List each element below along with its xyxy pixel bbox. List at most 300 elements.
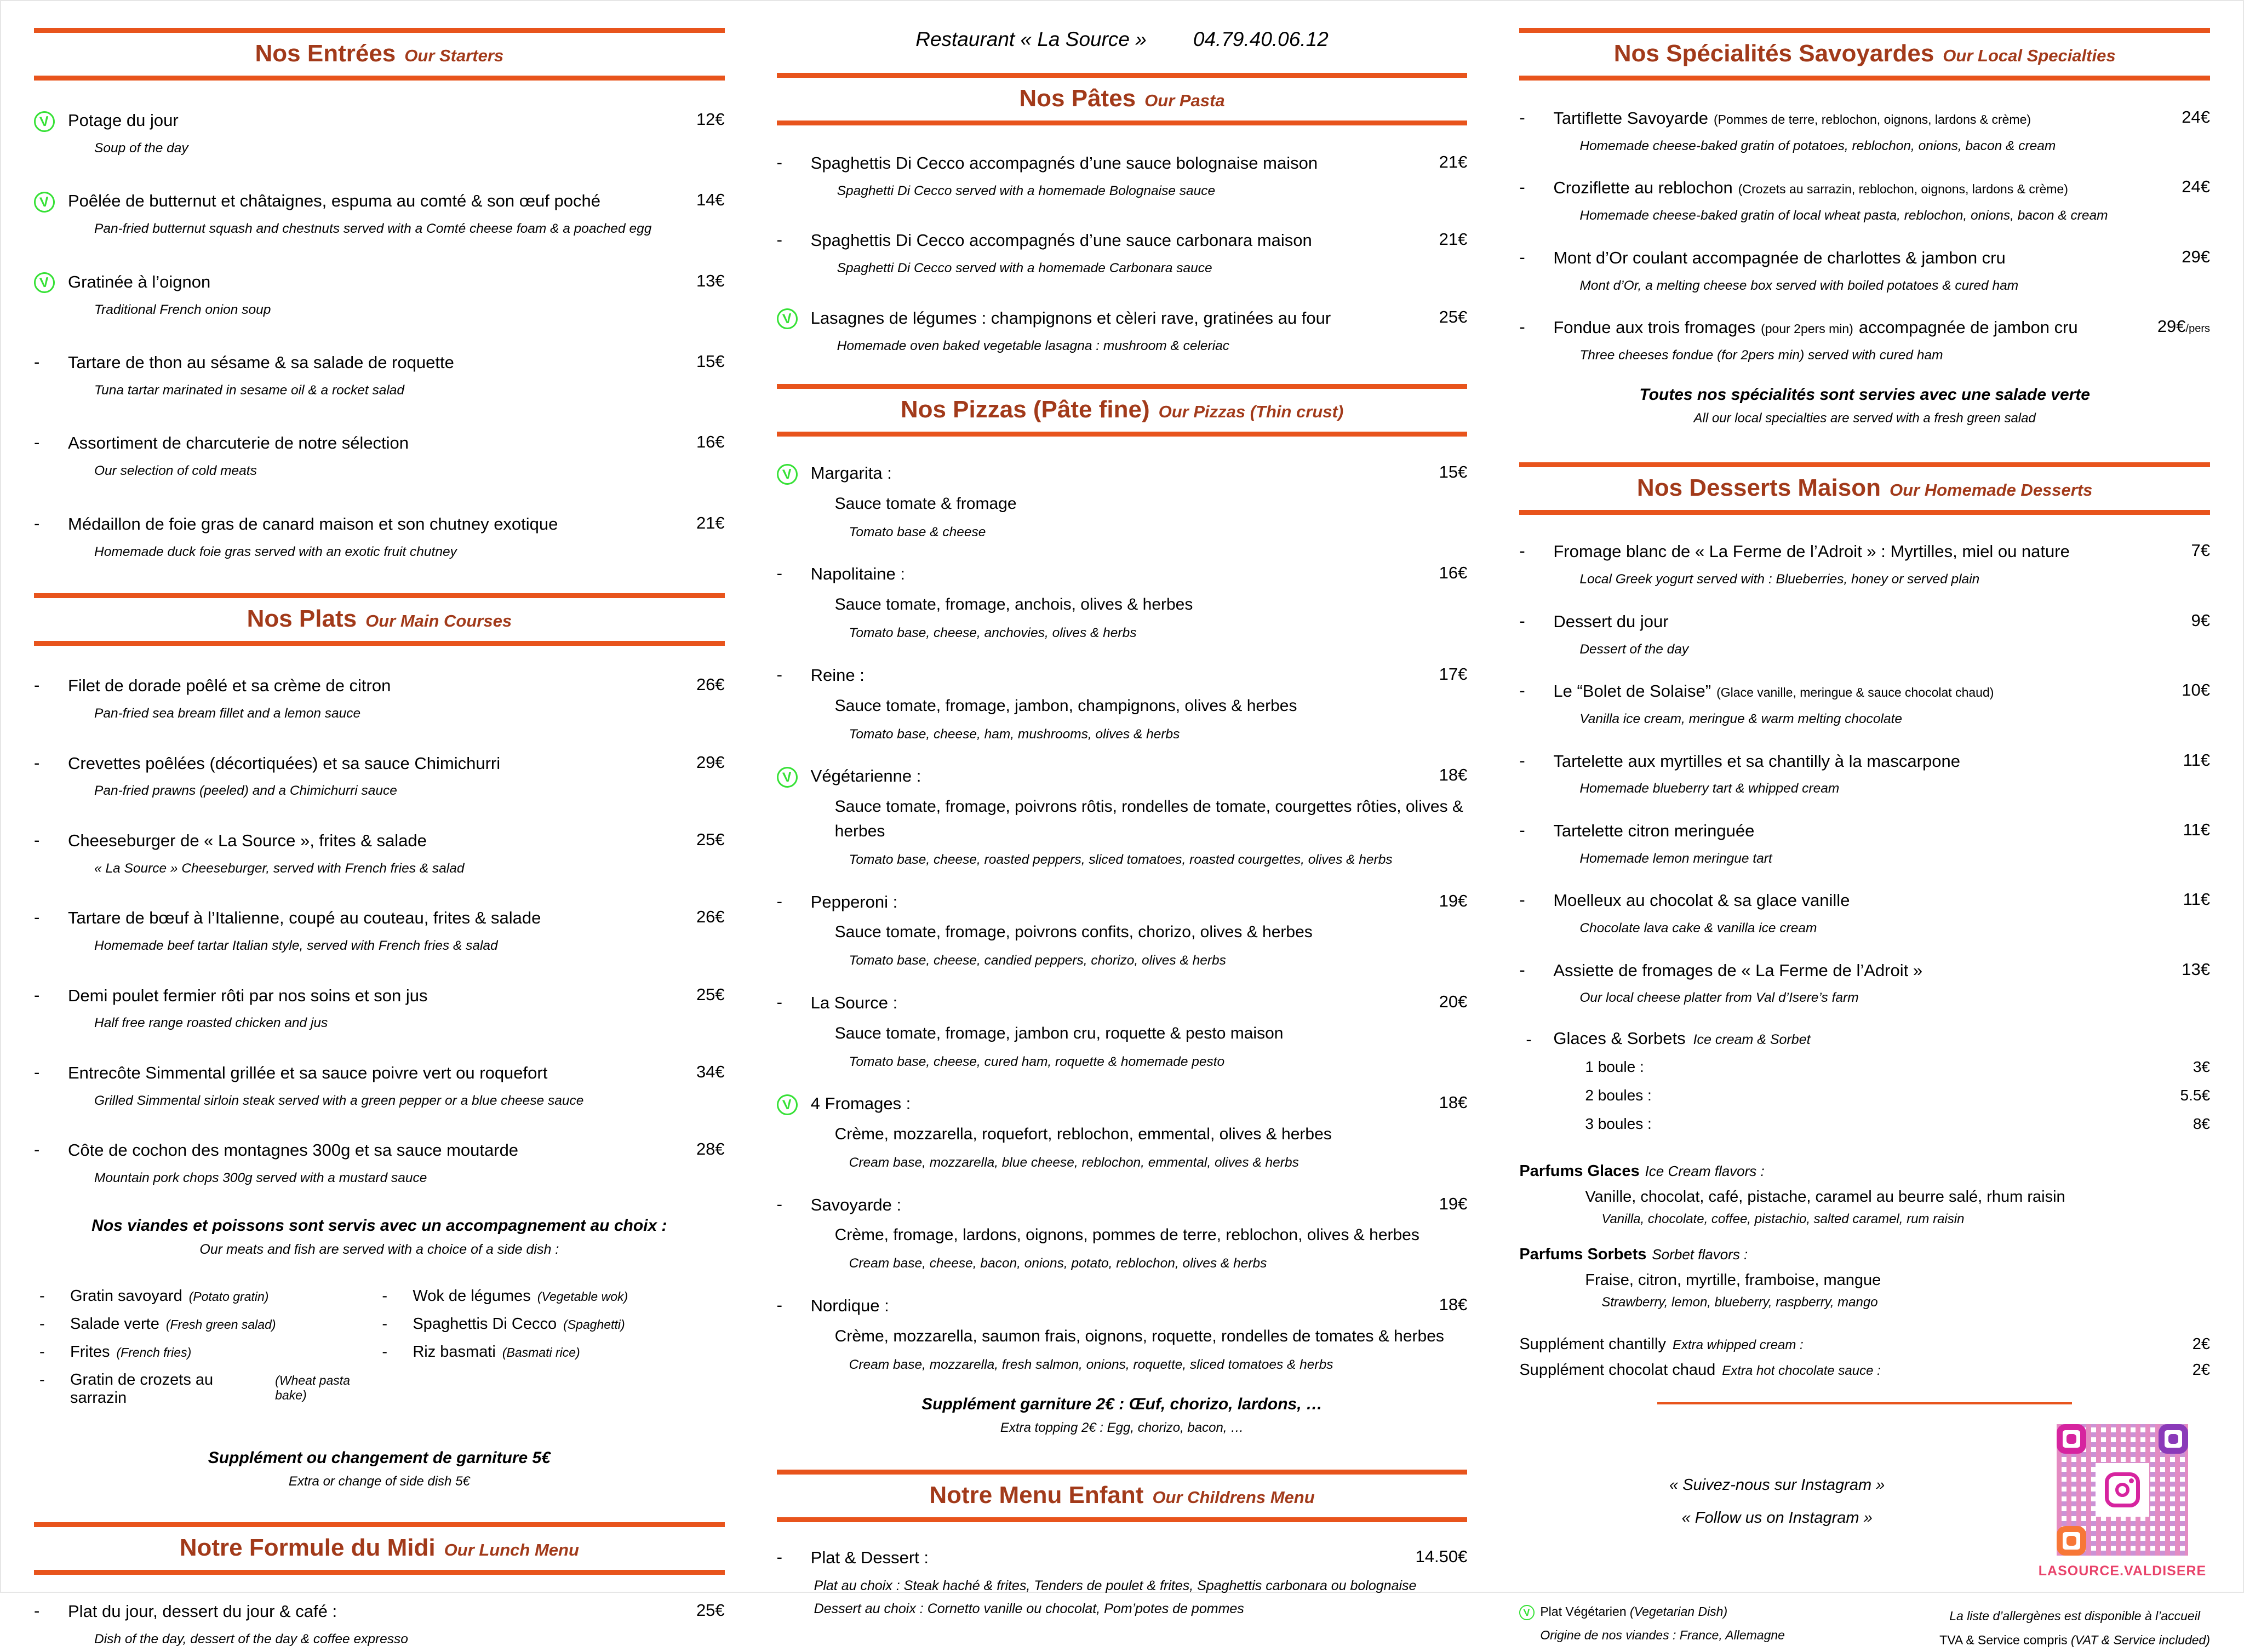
menu-item — [34, 829, 725, 878]
main-courses-header — [34, 593, 725, 646]
pizzas-header — [777, 384, 1468, 437]
item-marker — [777, 307, 811, 355]
starters-title-fr: Nos Entrées — [255, 40, 396, 67]
flavors-sorbets-title-fr: Parfums Sorbets — [1519, 1245, 1647, 1263]
menu-item — [777, 1092, 1468, 1172]
side-dishes-right — [382, 1287, 724, 1417]
item-price: 26€ — [696, 907, 725, 927]
menu-item — [777, 891, 1468, 971]
topping-note-fr: Supplément garniture 2€ : Œuf, chorizo, lardons, … — [921, 1395, 1323, 1414]
item-name: Tartare de thon au sésame & sa salade de roquette — [68, 353, 454, 372]
item-name: Assortiment de charcuterie de notre sélection — [68, 433, 409, 453]
menu-item — [777, 664, 1468, 744]
scoop-price-row — [1585, 1058, 2210, 1076]
menu-item — [777, 991, 1468, 1071]
instagram-text-en: « Follow us on Instagram » — [1681, 1509, 1873, 1527]
allergen-vat-note — [1939, 1604, 2210, 1652]
qr-finder-icon — [2057, 1526, 2086, 1556]
item-name: Lasagnes de légumes : champignons et cèleri rave, gratinées au four — [810, 308, 1331, 328]
item-price: 15€ — [696, 352, 725, 371]
menu-item — [1519, 750, 2210, 799]
kids-menu-title-fr: Notre Menu Enfant — [929, 1482, 1144, 1509]
pasta-title-fr: Nos Pâtes — [1019, 85, 1136, 112]
instagram-qr-code — [2057, 1424, 2188, 1556]
specialties-note-fr: Toutes nos spécialités sont servies avec une salade verte — [1639, 386, 2090, 404]
dash-marker: - — [39, 1315, 45, 1333]
menu-item — [34, 1600, 725, 1649]
sides-note-en: Our meats and fish are served with a choice of a side dish : — [199, 1241, 559, 1257]
item-name: Tartelette citron meringuée — [1553, 821, 1755, 840]
sorbet-flavors — [1519, 1246, 2210, 1310]
flavors-glaces-en: Vanilla, chocolate, coffee, pistachio, salted caramel, rum raisin — [1601, 1211, 1965, 1226]
instagram-qr-block — [2035, 1424, 2210, 1579]
divider-bar — [34, 641, 725, 646]
side-dish-note: (Basmati rice) — [502, 1345, 580, 1360]
item-price: 7€ — [2191, 541, 2211, 560]
item-marker: - — [34, 1601, 40, 1620]
item-name: Entrecôte Simmental grillée et sa sauce poivre vert ou roquefort — [68, 1063, 548, 1082]
menu-item — [34, 271, 725, 319]
pasta-title-en: Our Pasta — [1144, 91, 1225, 110]
sides-supplement-en: Extra or change of side dish 5€ — [288, 1473, 470, 1489]
item-name: Demi poulet fermier rôti par nos soins et son jus — [68, 985, 428, 1005]
kids-menu-header — [777, 1470, 1468, 1522]
menu-item — [777, 152, 1468, 200]
starters-header — [34, 28, 725, 81]
menu-item — [1519, 610, 2210, 659]
vegetarian-icon: V — [1519, 1604, 1536, 1621]
section-pizzas — [777, 384, 1468, 1436]
item-price: 21€ — [696, 513, 725, 532]
supplement-en: Extra hot chocolate sauce : — [1722, 1363, 1881, 1378]
item-price: 25€ — [696, 1600, 725, 1620]
supplement-fr: Supplément chantilly — [1519, 1335, 1666, 1353]
item-price: 16€ — [696, 432, 725, 452]
item-price: 17€ — [1439, 664, 1468, 684]
supplement-en: Extra whipped cream : — [1672, 1337, 1804, 1352]
footer-legends — [1519, 1604, 2210, 1652]
item-name: Spaghettis Di Cecco accompagnés d’une sauce bolognaise maison — [810, 153, 1318, 173]
item-price: 12€ — [696, 110, 725, 129]
item-marker: - — [34, 908, 40, 927]
pizza-topping-note — [777, 1395, 1468, 1436]
item-description-en: Pan-fried sea bream fillet and a lemon sauce — [94, 706, 361, 721]
item-marker: - — [1519, 611, 1525, 630]
item-name: Spaghettis Di Cecco accompagnés d’une sauce carbonara maison — [810, 231, 1312, 250]
item-marker: - — [1519, 750, 1525, 770]
item-marker: - — [34, 675, 40, 695]
right-column — [1519, 26, 2211, 1647]
item-name: Poêlée de butternut et châtaignes, espuma au comté & son œuf poché — [68, 191, 600, 211]
menu-item — [34, 752, 725, 801]
side-dish-name: Salade verte — [70, 1315, 159, 1333]
menu-item — [34, 984, 725, 1033]
dash-marker: - — [39, 1343, 45, 1361]
menu-item — [34, 513, 725, 561]
menu-item — [34, 190, 725, 238]
item-marker: - — [1519, 317, 1525, 337]
dash-marker: - — [382, 1287, 388, 1305]
vegetarian-icon: V — [33, 191, 56, 214]
dash-marker: - — [1526, 1029, 1532, 1049]
item-description-en: « La Source » Cheeseburger, served with French fries & salad — [94, 861, 465, 876]
ice-cream-sorbet-item — [1519, 1029, 2210, 1144]
specialties-header — [1519, 28, 2210, 81]
footer-divider — [1657, 1402, 2071, 1404]
item-name: Fondue aux trois fromages (pour 2pers min) accompagnée de jambon cru — [1553, 318, 2078, 337]
flavors-glaces-title-en: Ice Cream flavors : — [1645, 1162, 1765, 1179]
menu-item — [34, 109, 725, 158]
kids-menu-title-en: Our Childrens Menu — [1152, 1488, 1315, 1507]
side-dish-note: (Wheat pasta bake) — [275, 1373, 350, 1402]
divider-bar — [34, 76, 725, 81]
item-description-en: Cream base, cheese, bacon, onions, potato, reblochon, olives & herbs — [849, 1256, 1267, 1271]
restaurant-phone: 04.79.40.06.12 — [1193, 28, 1329, 50]
menu-item — [777, 1294, 1468, 1374]
menu-item — [777, 1546, 1468, 1619]
item-description-en: Mont d’Or, a melting cheese box served with boiled potatoes & cured ham — [1579, 278, 2019, 293]
item-description-en: Mountain pork chops 300g served with a mustard sauce — [94, 1171, 427, 1186]
item-name: Potage du jour — [68, 111, 179, 130]
item-marker: - — [34, 1062, 40, 1082]
item-marker: - — [776, 992, 782, 1012]
menu-item — [1519, 246, 2210, 295]
vegetarian-icon: V — [33, 271, 56, 294]
item-note: (Pommes de terre, reblochon, oignons, lardons & crème) — [1713, 112, 2031, 127]
lunch-menu-header — [34, 1522, 725, 1575]
side-dish-name: Gratin savoyard — [70, 1287, 182, 1305]
item-ingredients: Crème, fromage, lardons, oignons, pommes de terre, reblochon, olives & herbes — [834, 1226, 1419, 1244]
item-marker: - — [34, 985, 40, 1005]
item-marker: - — [776, 1194, 782, 1214]
item-marker: - — [1519, 960, 1525, 979]
menu-item — [1519, 176, 2210, 225]
menu-item — [1519, 819, 2210, 868]
item-ingredients: Sauce tomate, fromage, jambon, champignons, olives & herbes — [834, 696, 1297, 715]
main-courses-list — [34, 646, 725, 1188]
item-marker: - — [34, 753, 40, 772]
item-marker — [777, 1092, 811, 1172]
vegetarian-icon: V — [776, 766, 799, 789]
item-name: Cheeseburger de « La Source », frites & salade — [68, 830, 427, 850]
item-name: Fromage blanc de « La Ferme de l’Adroit » : Myrtilles, miel ou nature — [1553, 542, 2070, 561]
item-name: Pepperoni : — [810, 892, 898, 911]
menu-item — [777, 563, 1468, 643]
item-name: Margarita : — [810, 463, 892, 483]
item-marker — [777, 765, 811, 869]
item-description-en: Three cheeses fondue (for 2pers min) served with cured ham — [1579, 347, 1943, 363]
item-ingredients: Sauce tomate, fromage, poivrons confits, chorizo, olives & herbes — [834, 923, 1313, 942]
meat-origin-note: Origine de nos viandes : France, Allemagne — [1540, 1627, 1785, 1642]
item-name: Plat & Dessert : — [810, 1548, 929, 1568]
section-kids-menu — [777, 1470, 1468, 1619]
lunch-menu-title-en: Our Lunch Menu — [444, 1540, 579, 1559]
scoop-label: 3 boules : — [1585, 1115, 1652, 1132]
item-name: Reine : — [810, 665, 865, 685]
item-marker: - — [1519, 108, 1525, 127]
instagram-text-fr: « Suivez-nous sur Instagram » — [1669, 1476, 1885, 1494]
item-price: 13€ — [2182, 959, 2211, 979]
item-price: 25€ — [696, 829, 725, 849]
item-description-en: Chocolate lava cake & vanilla ice cream — [1579, 921, 1817, 936]
side-dishes-left — [39, 1287, 382, 1417]
item-marker: - — [1519, 890, 1525, 910]
topping-note-en: Extra topping 2€ : Egg, chorizo, bacon, … — [1000, 1420, 1244, 1436]
item-marker: - — [34, 830, 40, 850]
item-description-en: Our local cheese platter from Val d’Isere’s farm — [1579, 990, 1859, 1006]
item-description-en: Spaghetti Di Cecco served with a homemade Bolognaise sauce — [837, 183, 1216, 198]
side-dish-item — [382, 1315, 724, 1333]
item-ingredients: Sauce tomate, fromage, anchois, olives & herbes — [834, 595, 1193, 614]
item-price: 18€ — [1439, 1294, 1468, 1314]
qr-finder-icon — [2057, 1424, 2086, 1454]
divider-bar — [34, 1522, 725, 1527]
supplement-price: 2€ — [2192, 1361, 2211, 1379]
veg-legend-en: (Vegetarian Dish) — [1630, 1604, 1728, 1619]
side-dish-note: (Spaghetti) — [563, 1317, 625, 1332]
item-description-en: Traditional French onion soup — [94, 302, 271, 317]
item-marker — [34, 190, 68, 238]
item-marker: - — [776, 664, 782, 684]
item-marker: - — [34, 513, 40, 533]
item-description-en: Our selection of cold meats — [94, 463, 257, 479]
supplement-price: 2€ — [2192, 1335, 2211, 1353]
item-description-en: Tomato base, cheese, ham, mushrooms, olives & herbs — [849, 726, 1180, 742]
specialties-note — [1519, 386, 2210, 426]
side-dish-name: Riz basmati — [413, 1343, 496, 1361]
item-name: Le “Bolet de Solaise” (Glace vanille, meringue & sauce chocolat chaud) — [1553, 681, 1994, 701]
item-description-en: Homemade oven baked vegetable lasagna : mushroom & celeriac — [837, 338, 1230, 353]
veg-legend-fr: Plat Végétarien — [1540, 1604, 1627, 1619]
item-name: Mont d’Or coulant accompagnée de charlottes & jambon cru — [1553, 248, 2006, 267]
item-description-en: Spaghetti Di Cecco served with a homemade Carbonara sauce — [837, 261, 1212, 276]
item-description-en: Cream base, mozzarella, fresh salmon, onions, roquette, sliced tomatoes & herbs — [849, 1357, 1333, 1372]
left-column — [34, 26, 725, 1647]
divider-bar — [777, 1470, 1468, 1475]
item-name: Tartiflette Savoyarde (Pommes de terre, reblochon, oignons, lardons & crème) — [1553, 108, 2031, 128]
scoop-price: 8€ — [2193, 1115, 2211, 1132]
item-description-en: Soup of the day — [94, 140, 188, 156]
starters-list — [34, 81, 725, 561]
item-price: 11€ — [2183, 750, 2211, 770]
divider-bar — [1519, 462, 2210, 467]
menu-item — [34, 351, 725, 400]
item-price: 10€ — [2182, 680, 2211, 700]
item-description-en: Homemade lemon meringue tart — [1579, 851, 1772, 866]
item-note: (Glace vanille, meringue & sauce chocolat chaud) — [1716, 685, 1994, 700]
side-dish-item — [39, 1343, 382, 1361]
menu-item — [777, 307, 1468, 355]
item-description-en: Dessert of the day — [1579, 641, 1689, 657]
item-ingredients: Crème, mozzarella, roquefort, reblochon, emmental, olives & herbes — [834, 1125, 1332, 1144]
divider-bar — [34, 593, 725, 598]
item-name: Végétarienne : — [810, 766, 921, 786]
item-price: 13€ — [696, 271, 725, 290]
instagram-icon — [2096, 1463, 2149, 1517]
item-name: Dessert du jour — [1553, 611, 1669, 631]
item-price: 21€ — [1439, 152, 1468, 171]
item-marker: - — [1519, 247, 1525, 267]
menu-item — [34, 1062, 725, 1110]
side-dish-note: (French fries) — [116, 1345, 192, 1360]
pasta-header — [777, 73, 1468, 125]
item-price: 14€ — [696, 190, 725, 210]
item-price: 19€ — [1439, 891, 1468, 910]
flavors-sorbets-fr: Fraise, citron, myrtille, framboise, mangue — [1585, 1271, 1881, 1289]
instagram-block — [1519, 1424, 2210, 1579]
item-marker: - — [776, 230, 782, 250]
menu-item — [1519, 107, 2210, 156]
item-name: Gratinée à l’oignon — [68, 272, 211, 291]
section-pasta — [777, 73, 1468, 355]
vat-note-en: (VAT & Service included) — [2071, 1632, 2211, 1647]
item-name: Assiette de fromages de « La Ferme de l’Adroit » — [1553, 960, 1923, 980]
menu-item — [1519, 316, 2210, 365]
divider-bar — [777, 121, 1468, 125]
item-description-en: Vanilla ice cream, meringue & warm melting chocolate — [1579, 712, 1903, 726]
supplement-fr: Supplément chocolat chaud — [1519, 1361, 1716, 1379]
item-ingredients: Sauce tomate & fromage — [834, 494, 1017, 513]
item-marker: - — [34, 433, 40, 452]
item-name: Tartare de bœuf à l’Italienne, coupé au couteau, frites & salade — [68, 908, 541, 928]
glaces-title-en: Ice cream & Sorbet — [1693, 1031, 1811, 1047]
item-price: 20€ — [1439, 991, 1468, 1011]
side-dish-note: (Fresh green salad) — [165, 1317, 276, 1332]
item-name: Plat du jour, dessert du jour & café : — [68, 1601, 337, 1621]
vegetarian-icon: V — [776, 1093, 799, 1116]
side-dish-note: (Vegetable wok) — [537, 1289, 628, 1304]
item-marker: - — [776, 564, 782, 583]
item-description-en: Homemade cheese-baked gratin of potatoes, reblochon, onions, bacon & cream — [1579, 138, 2056, 153]
item-marker: - — [1519, 177, 1525, 197]
divider-bar — [777, 1517, 1468, 1522]
side-dish-name: Wok de légumes — [413, 1287, 531, 1305]
item-description-en: Tomato base, cheese, cured ham, roquette & homemade pesto — [849, 1054, 1225, 1069]
item-description-en: Tomato base, cheese, anchovies, olives & herbs — [849, 626, 1137, 641]
item-description-en: Cream base, mozzarella, blue cheese, reblochon, emmental, olives & herbs — [849, 1155, 1299, 1171]
specialties-list — [1519, 81, 2210, 365]
item-description-en: Tuna tartar marinated in sesame oil & a rocket salad — [94, 382, 405, 398]
item-name: Filet de dorade poêlé et sa crème de citron — [68, 676, 391, 696]
item-price: 16€ — [1439, 563, 1468, 583]
item-price: 15€ — [1439, 462, 1468, 482]
vegetarian-legend — [1519, 1604, 1785, 1643]
menu-item — [777, 462, 1468, 542]
side-dish-item — [39, 1315, 382, 1333]
pizzas-title-fr: Nos Pizzas (Pâte fine) — [900, 396, 1150, 423]
menu-item — [777, 229, 1468, 278]
item-price: 26€ — [696, 675, 725, 695]
item-name: Côte de cochon des montagnes 300g et sa sauce moutarde — [68, 1140, 519, 1160]
dash-marker: - — [39, 1287, 45, 1305]
desserts-header — [1519, 462, 2210, 515]
kids-menu-list — [777, 1522, 1468, 1619]
item-description-en: Pan-fried butternut squash and chestnuts served with a Comté cheese foam & a poached egg — [94, 221, 652, 237]
section-main-courses — [34, 593, 725, 1489]
item-description-en: Dish of the day, dessert of the day & coffee expresso — [94, 1631, 408, 1647]
scoop-price-row — [1585, 1115, 2210, 1133]
item-price: 29€ — [2182, 246, 2211, 266]
item-name: Savoyarde : — [810, 1195, 902, 1214]
divider-bar — [34, 1570, 725, 1575]
pizzas-title-en: Our Pizzas (Thin crust) — [1158, 402, 1344, 422]
menu-item — [34, 1139, 725, 1188]
item-marker: - — [776, 1295, 782, 1315]
item-marker: - — [776, 153, 782, 172]
item-name: Nordique : — [810, 1295, 889, 1315]
side-dish-item — [382, 1287, 724, 1305]
item-description-en: Homemade cheese-baked gratin of local wheat pasta, reblochon, onions, bacon & cream — [1579, 208, 2108, 223]
item-price: 25€ — [696, 984, 725, 1004]
vegetarian-icon: V — [33, 110, 56, 133]
divider-bar — [1519, 76, 2210, 81]
side-dish-name: Spaghettis Di Cecco — [413, 1315, 557, 1333]
sides-note-fr: Nos viandes et poissons sont servis avec un accompagnement au choix : — [91, 1216, 667, 1235]
item-name: Napolitaine : — [810, 564, 906, 584]
side-dish-item — [39, 1287, 382, 1305]
lunch-menu-list — [34, 1575, 725, 1649]
item-ingredients: Crème, mozzarella, saumon frais, oignons, roquette, rondelles de tomates & herbes — [834, 1327, 1444, 1345]
item-name: Moelleux au chocolat & sa glace vanille — [1553, 891, 1850, 910]
item-price: 18€ — [1439, 765, 1468, 785]
item-price: 25€ — [1439, 307, 1468, 326]
dash-marker: - — [382, 1315, 388, 1333]
divider-bar — [777, 432, 1468, 437]
item-description-en: Homemade beef tartar Italian style, served with French fries & salad — [94, 938, 498, 954]
vat-note-fr: TVA & Service compris — [1939, 1632, 2068, 1647]
side-dishes-block — [34, 1217, 725, 1489]
menu-item — [34, 674, 725, 723]
item-marker: - — [1519, 681, 1525, 701]
section-local-specialties — [1519, 28, 2210, 426]
item-marker: - — [1519, 820, 1525, 840]
item-ingredients: Sauce tomate, fromage, jambon cru, roquette & pesto maison — [834, 1024, 1284, 1042]
divider-bar — [777, 384, 1468, 389]
desserts-title-en: Our Homemade Desserts — [1889, 480, 2093, 500]
side-dish-note: (Potato gratin) — [188, 1289, 269, 1304]
desserts-title-fr: Nos Desserts Maison — [1636, 474, 1881, 502]
item-price: 29€ — [696, 752, 725, 772]
item-description-en-2: Dessert au choix : Cornetto vanille ou chocolat, Pom’potes de pommes — [814, 1601, 1244, 1617]
item-description-en: Plat au choix : Steak haché & frites, Tenders de poulet & frites, Spaghettis carbonara ou bolognaise — [814, 1578, 1417, 1594]
item-note: (pour 2pers min) — [1761, 322, 1853, 336]
scoop-price-row — [1585, 1087, 2210, 1104]
dash-marker: - — [382, 1343, 388, 1361]
section-lunch-menu — [34, 1522, 725, 1649]
desserts-list — [1519, 515, 2210, 1008]
restaurant-name: Restaurant « La Source » — [915, 28, 1147, 50]
item-description-en: Pan-fried prawns (peeled) and a Chimichurri sauce — [94, 783, 397, 799]
vegetarian-icon: V — [776, 463, 799, 486]
item-note: (Crozets au sarrazin, reblochon, oignons, lardons & crème) — [1738, 182, 2068, 197]
supplement-row — [1519, 1361, 2210, 1379]
item-name: Tartelette aux myrtilles et sa chantilly à la mascarpone — [1553, 751, 1960, 771]
item-price: 14.50€ — [1415, 1547, 1468, 1567]
item-price: 11€ — [2183, 890, 2211, 909]
flavors-sorbets-title-en: Sorbet flavors : — [1652, 1246, 1748, 1263]
scoop-price: 5.5€ — [2180, 1086, 2211, 1104]
menu-item — [34, 907, 725, 955]
item-description-en: Grilled Simmental sirloin steak served with a green pepper or a blue cheese sauce — [94, 1093, 584, 1108]
item-description-en: Tomato base & cheese — [849, 524, 986, 540]
main-courses-title-fr: Nos Plats — [247, 605, 357, 633]
item-description-en: Homemade duck foie gras served with an exotic fruit chutney — [94, 544, 457, 559]
side-dish-name: Frites — [70, 1343, 110, 1361]
menu-item — [1519, 540, 2210, 589]
item-marker: - — [34, 352, 40, 372]
item-price: 18€ — [1439, 1093, 1468, 1112]
glaces-title-fr: Glaces & Sorbets — [1553, 1028, 1686, 1048]
